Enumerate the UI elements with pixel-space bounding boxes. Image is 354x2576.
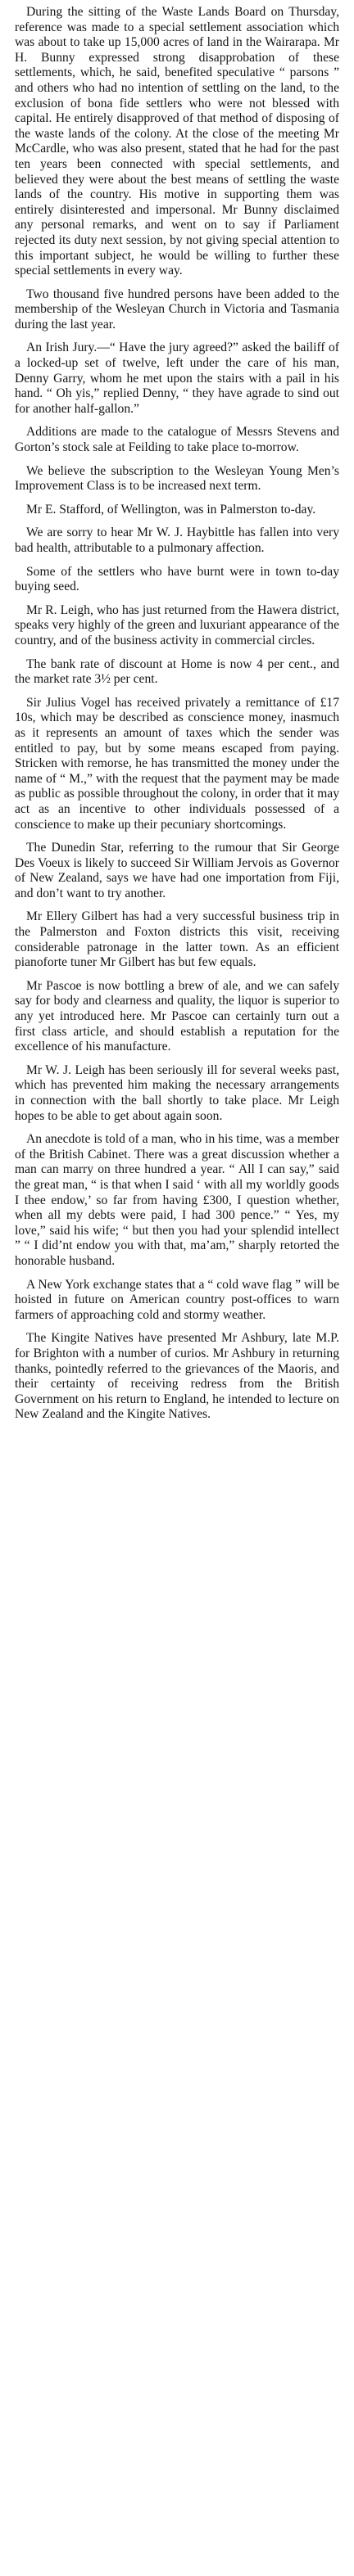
paragraph-cold-wave-flag: A New York exchange states that a “ cold wave flag ” will be hoisted in future on American country post-offices to warn farmers of approaching cold and stormy weather. xyxy=(15,1277,339,1322)
paragraph-stafford: Mr E. Stafford, of Wellington, was in Palmerston to-day. xyxy=(26,502,316,517)
paragraph-cabinet-anecdote: An anecdote is told of a man, who in his time, was a member of the British Cabinet. There was a great discussion whether a man can marry on three hundred a year. “ All I can say,” said the great man, “ is that when I said ‘ with all my worldly goods I thee endow,’ so far from having £300, I question whether, when all my debts were paid, I had 300 pence.” “ Yes, my love,” said his wife; “ but then you had your splendid intellect ” “ I did’nt endow you with that, ma’am,” sharply retorted the honorable husband. xyxy=(15,1132,339,1268)
paragraph-conscience-money: Sir Julius Vogel has received privately a remittance of £17 10s, which may be described as conscience money, inasmuch as it represents an amount of taxes which the sender was entitled to pay, but by some means escaped from paying. Stricken with remorse, he has transmitted the money under the name of “ M.,” with the request that the payment may be made as public as possible throughout the colony, in order that it may act as an incentive to other individuals possessed of a conscience to make up their pecuniary shortcomings. xyxy=(15,695,339,832)
newspaper-column xyxy=(15,5,339,1431)
paragraph-pascoe-ale: Mr Pascoe is now bottling a brew of ale, and we can safely say for body and clearness and quality, the liquor is superior to any yet introduced here. Mr Pascoe can certainly turn out a first class article, and should establish a reputation for the excellence of his manufacture. xyxy=(15,978,339,1054)
paragraph-leigh-hawera: Mr R. Leigh, who has just returned from the Hawera district, speaks very highly of the green and luxuriant appearance of the country, and of the business activity in commercial circles. xyxy=(15,602,339,647)
paragraph-leigh-ill: Mr W. J. Leigh has been seriously ill for several weeks past, which has prevented him making the necessary arrangements in connection with the ball shortly to take place. Mr Leigh hopes to be able to get about again soon. xyxy=(15,1062,339,1123)
paragraph-kingite-natives: The Kingite Natives have presented Mr Ashbury, late M.P. for Brighton with a number of curios. Mr Ashbury in returning thanks, pointedly referred to the grievances of the Maoris, and their certainty of receiving redress from the British Government on his return to England, he intended to lecture on New Zealand and the Kingite Natives. xyxy=(15,1331,339,1422)
paragraph-stock-sale: Additions are made to the catalogue of Messrs Stevens and Gorton’s stock sale at Feilding to take place to-morrow. xyxy=(15,425,339,455)
paragraph-irish-jury: An Irish Jury.—“ Have the jury agreed?” asked the bailiff of a locked-up set of twelve, left under the care of his man, Denny Garry, whom he met upon the stairs with a pail in his hand. “ Oh yis,” replied Denny, “ they have agrade to sind out for another half-gallon.” xyxy=(15,341,339,416)
paragraph-improvement-class: We believe the subscription to the Wesleyan Young Men’s Improvement Class is to be increased next term. xyxy=(15,463,339,494)
paragraph-haybittle: We are sorry to hear Mr W. J. Haybittle has fallen into very bad health, attributable to a pulmonary affection. xyxy=(15,526,339,555)
paragraph-ellery-gilbert: Mr Ellery Gilbert has had a very successful business trip in the Palmerston and Foxton districts this visit, receiving considerable patronage in the latter town. As an efficient pianoforte tuner Mr Gilbert has but few equals. xyxy=(15,909,339,970)
paragraph-waste-lands-board: During the sitting of the Waste Lands Board on Thursday, reference was made to a special settlement association which was about to take up 15,000 acres of land in the Wairarapa. Mr H. Bunny expressed strong disapprobation of these settlements, which, he said, benefited speculative “ parsons ” and others who had no intention of settling on the land, to the exclusion of bona fide settlers who were not blessed with capital. He entirely disapproved of that method of disposing of the waste lands of the colony. At the close of the meeting Mr McCardle, who was also present, stated that he had for the past ten years been connected with special settlements, and believed they were about the best means of settling the waste lands of the country. His motive in supporting them was entirely disinterested and impersonal. Mr Bunny disclaimed any personal remarks, and went on to say if Parliament rejected its duty next session, by not giving special attention to this important subject, he would be willing to further these special settlements in every way. xyxy=(15,5,339,278)
paragraph-dunedin-star: The Dunedin Star, referring to the rumour that Sir George Des Voeux is likely to succeed Sir William Jervois as Governor of New Zealand, says we have had one importation from Fiji, and don’t want to try another. xyxy=(15,841,339,900)
paragraph-wesleyan-membership: Two thousand five hundred persons have been added to the membership of the Wesleyan Church in Victoria and Tasmania during the last year. xyxy=(15,286,339,332)
paragraph-burnt-settlers: Some of the settlers who have burnt were in town to-day buying seed. xyxy=(15,564,339,594)
paragraph-bank-rate: The bank rate of discount at Home is now 4 per cent., and the market rate 3½ per cent. xyxy=(15,656,339,687)
